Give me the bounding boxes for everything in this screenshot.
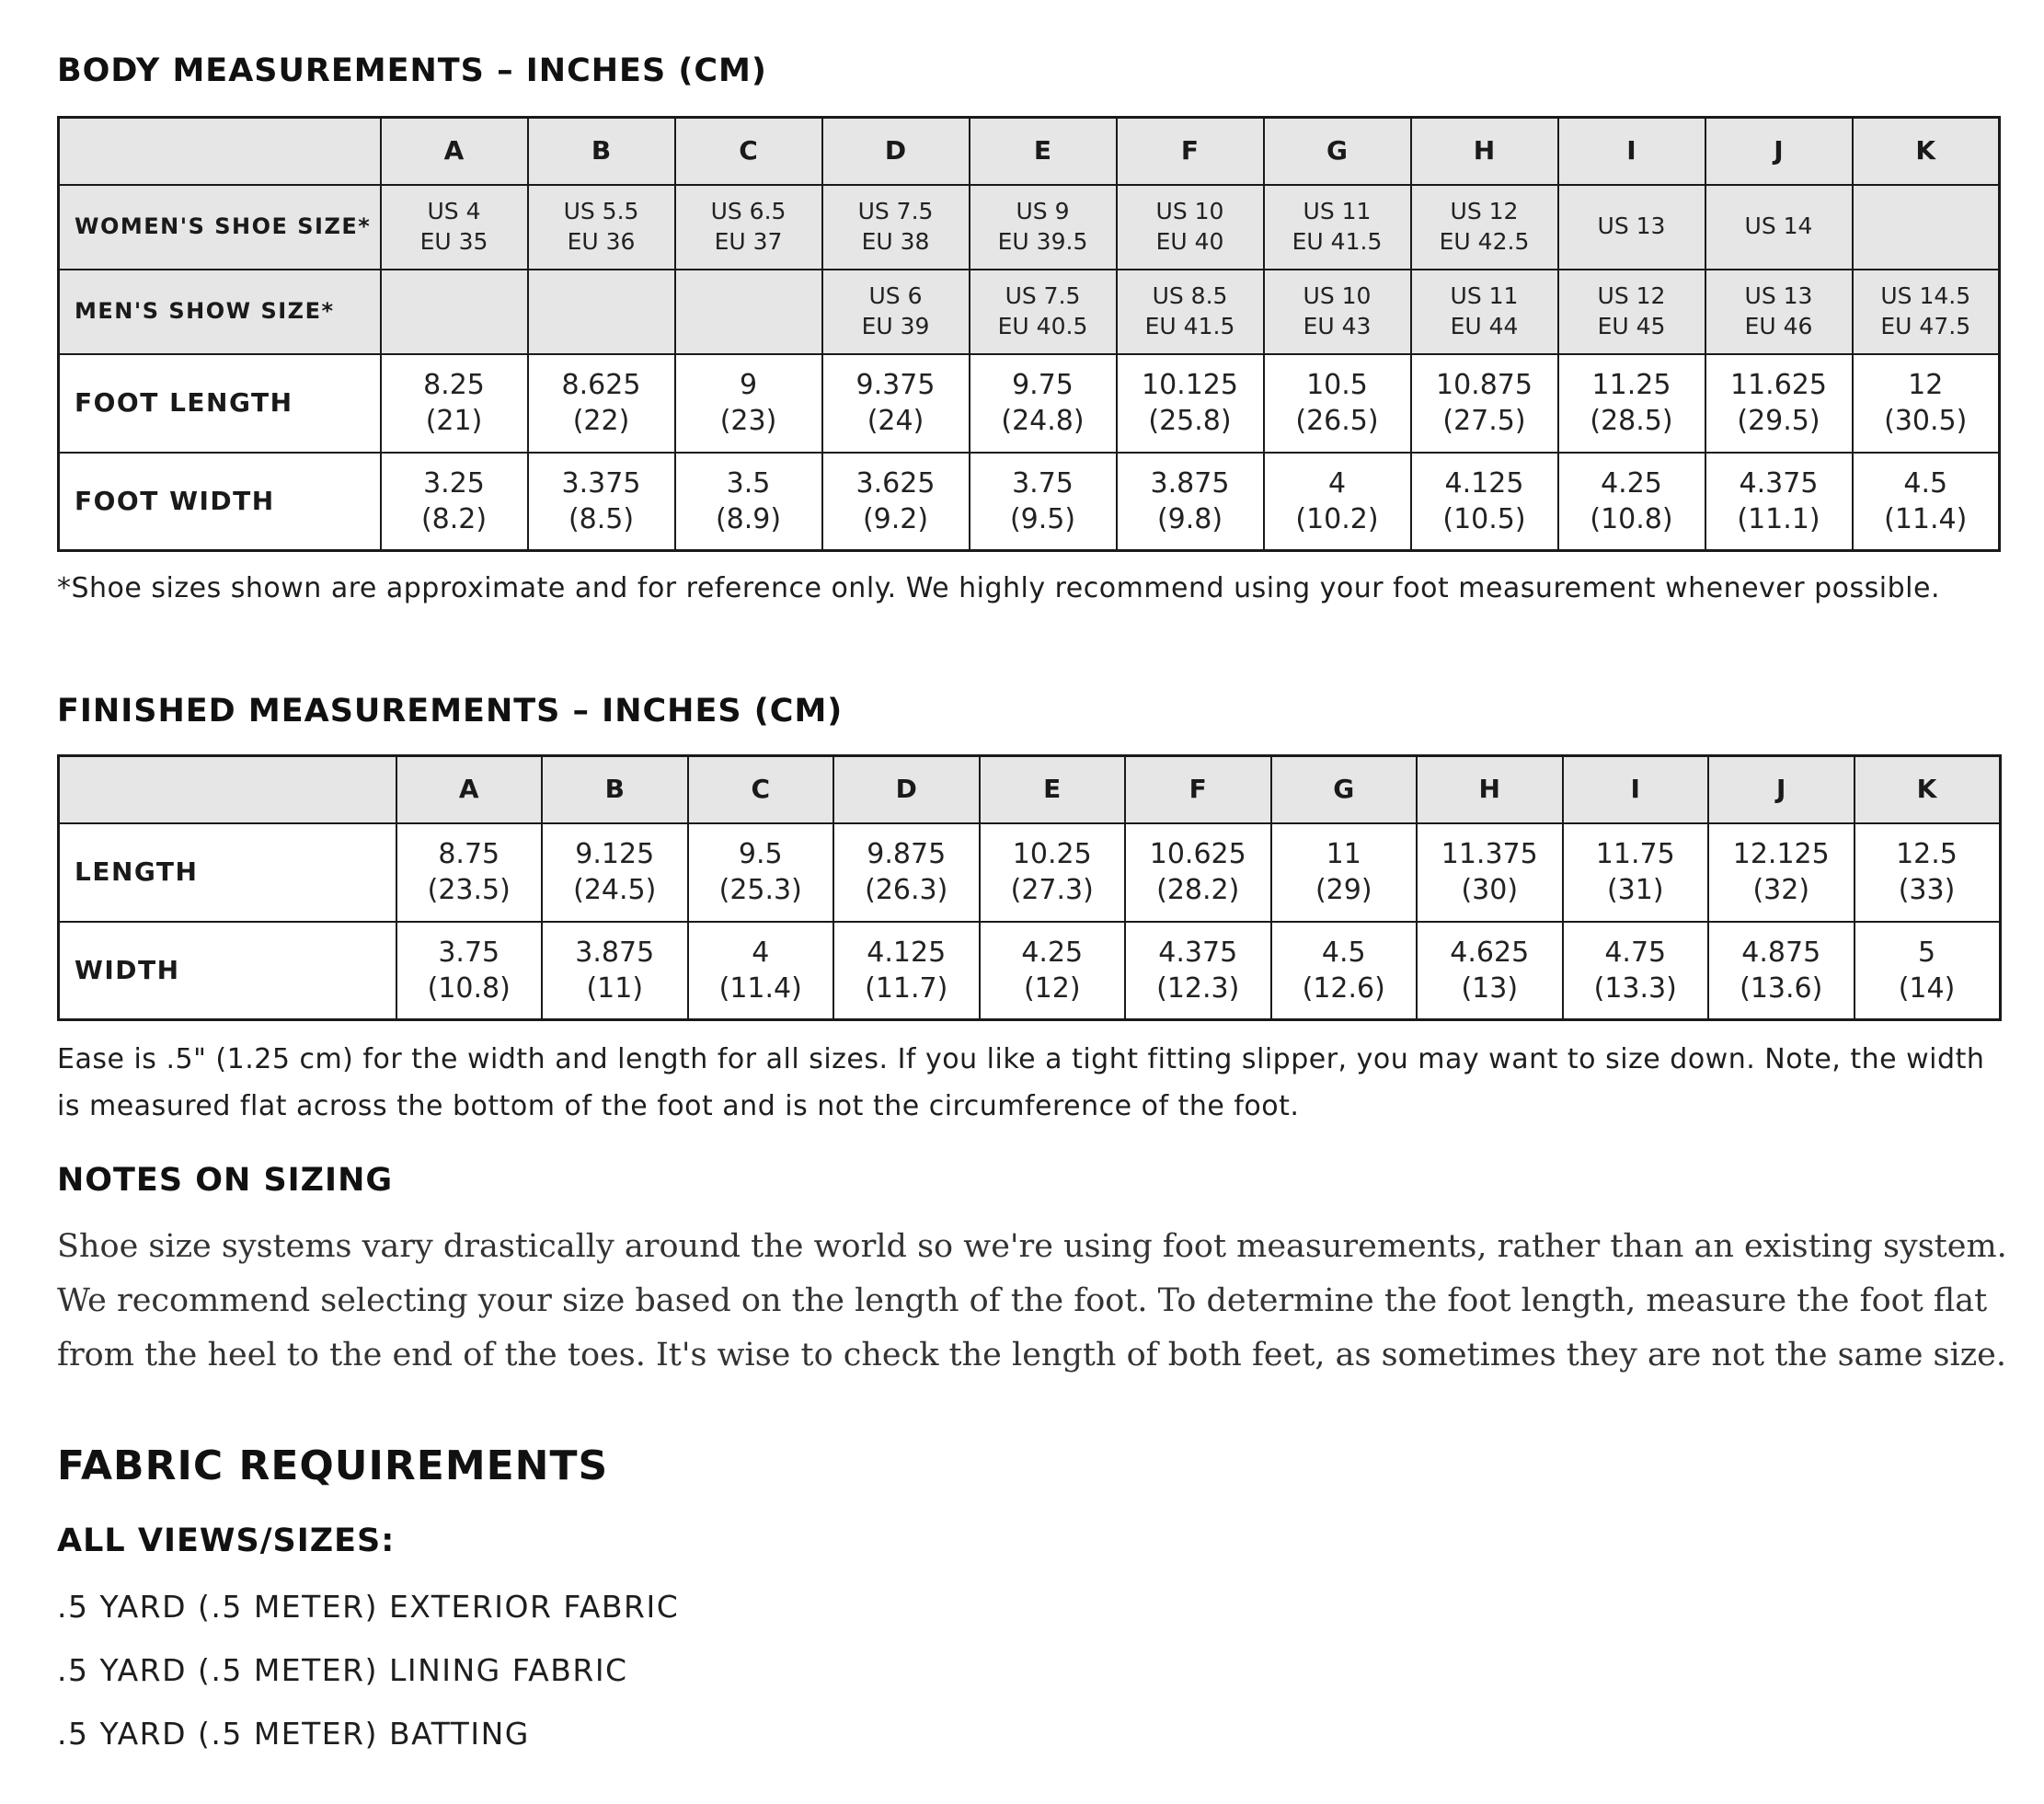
cell-value: 3.875 [575, 936, 655, 969]
cell-value: US 11 [1303, 198, 1372, 224]
cell-value: 3.75 [1012, 466, 1074, 500]
cell-value: (8.9) [715, 502, 782, 535]
table-row-width [59, 922, 2001, 1020]
table-cell [1411, 354, 1558, 453]
cell-value: US 6 [868, 282, 923, 309]
table-cell [833, 823, 980, 922]
table-cell [1705, 453, 1853, 551]
cell-value: 4.5 [1321, 936, 1366, 969]
cell-value: 4.5 [1903, 466, 1948, 500]
table-cell [675, 185, 822, 270]
table-cell [381, 185, 528, 270]
cell-value: US 10 [1155, 198, 1224, 224]
cell-value: (23) [719, 405, 777, 437]
cell-value: US 14 [1744, 213, 1813, 240]
cell-value: (12.6) [1302, 971, 1385, 1005]
cell-value: (10.8) [1590, 502, 1673, 535]
cell-value: EU 39 [861, 312, 930, 339]
size-header-j: J [1705, 118, 1853, 185]
table-cell [1705, 270, 1853, 354]
table-cell [970, 185, 1117, 270]
cell-value: US 6.5 [710, 198, 787, 224]
cell-value: (32) [1752, 874, 1810, 906]
ease-note: Ease is .5" (1.25 cm) for the width and length for all sizes. If you like a tight fitting slipper, you may want to size down. Note, the width is measured flat across the bottom of the foot and is not the circumference of the foot. [57, 1043, 1985, 1122]
cell-value: (25.8) [1148, 405, 1232, 437]
fabric-item-lining: .5 YARD (.5 METER) LINING FABRIC [57, 1652, 628, 1688]
table-cell [1117, 453, 1264, 551]
table-cell [1264, 453, 1411, 551]
cell-value: (13) [1461, 971, 1519, 1005]
cell-value: 4.375 [1739, 466, 1819, 500]
table-cell [970, 453, 1117, 551]
cell-value: 4.625 [1450, 936, 1530, 969]
table-cell [1855, 823, 2001, 922]
size-header-a: A [381, 118, 528, 185]
cell-value: EU 42.5 [1439, 227, 1530, 255]
row-label: WOMEN'S SHOE SIZE* [59, 185, 381, 270]
size-header-j: J [1708, 756, 1855, 823]
cell-value: US 13 [1744, 282, 1813, 309]
table-cell [675, 354, 822, 453]
body-measurements-title: BODY MEASUREMENTS – INCHES (CM) [57, 52, 767, 89]
table-cell [675, 270, 822, 354]
cell-value: EU 41.5 [1144, 312, 1235, 339]
cell-value: 11.75 [1595, 838, 1675, 870]
cell-value: EU 37 [714, 227, 783, 255]
size-header-e: E [980, 756, 1126, 823]
cell-value: (9.5) [1009, 502, 1076, 535]
table-cell [1853, 453, 2000, 551]
cell-value: EU 47.5 [1880, 312, 1971, 339]
cell-value: 3.875 [1150, 466, 1230, 500]
cell-value: 4.375 [1158, 936, 1238, 969]
cell-value: (25.3) [718, 874, 802, 906]
cell-value: 9.75 [1012, 369, 1074, 401]
table-cell [1125, 823, 1271, 922]
cell-value: 4.25 [1021, 936, 1084, 969]
size-header-c: C [675, 118, 822, 185]
cell-value: EU 36 [567, 227, 636, 255]
cell-value: 9 [739, 369, 758, 401]
table-cell [1563, 922, 1709, 1020]
cell-value: (24.8) [1001, 405, 1085, 437]
table-cell [1708, 922, 1855, 1020]
header-corner-cell [59, 756, 396, 823]
cell-value: EU 40 [1155, 227, 1224, 255]
table-cell [1264, 354, 1411, 453]
cell-value: 10.125 [1142, 369, 1238, 401]
table-cell [1705, 185, 1853, 270]
cell-value: (11.4) [718, 971, 802, 1005]
table-cell [822, 354, 970, 453]
table-cell [1558, 354, 1705, 453]
table-cell [980, 823, 1126, 922]
cell-value: US 14.5 [1880, 282, 1971, 309]
cell-value: (11.4) [1884, 502, 1968, 535]
table-cell [1125, 922, 1271, 1020]
cell-value: 9.5 [738, 838, 783, 870]
table-cell [1117, 185, 1264, 270]
fabric-item-batting: .5 YARD (.5 METER) BATTING [57, 1716, 530, 1752]
cell-value: (21) [425, 405, 483, 437]
table-cell [1853, 354, 2000, 453]
notes-on-sizing-text: Shoe size systems vary drastically around the world so we're using foot measurements, rather than an existing system. We recommend selecting your size based on the length of the foot. To determine the foot length, measure the foot flat from the heel to the end of the toes. It's wise to check the length of both feet, as sometimes they are not the same size. [57, 1228, 2007, 1373]
cell-value: (11.7) [865, 971, 948, 1005]
table-row-length [59, 823, 2001, 922]
cell-value: 5 [1917, 936, 1936, 969]
table-cell [970, 270, 1117, 354]
size-header-h: H [1411, 118, 1558, 185]
cell-value: (12.3) [1156, 971, 1240, 1005]
notes-on-sizing-title: NOTES ON SIZING [57, 1162, 394, 1199]
table-cell [1271, 922, 1418, 1020]
cell-value: (27.3) [1010, 874, 1094, 906]
cell-value: (28.2) [1156, 874, 1240, 906]
table-cell [1117, 270, 1264, 354]
cell-value: 9.875 [867, 838, 947, 870]
cell-value: 3.25 [423, 466, 485, 500]
cell-value: 8.75 [438, 838, 500, 870]
cell-value: 3.75 [438, 936, 500, 969]
table-cell [822, 185, 970, 270]
cell-value: 4 [752, 936, 770, 969]
table-cell [1264, 270, 1411, 354]
shoe-size-footnote: *Shoe sizes shown are approximate and for reference only. We highly recommend using your foot measurement whenever possible. [57, 572, 1940, 604]
cell-value: (13.3) [1593, 971, 1677, 1005]
cell-value: (30) [1461, 874, 1519, 906]
size-header-k: K [1853, 118, 2000, 185]
table-cell [1853, 185, 2000, 270]
table-cell [528, 354, 675, 453]
cell-value: 4 [1327, 466, 1347, 500]
size-header-e: E [970, 118, 1117, 185]
table-cell [1563, 823, 1709, 922]
size-header-i: I [1558, 118, 1705, 185]
cell-value: 11.625 [1730, 369, 1827, 401]
table-cell [1705, 354, 1853, 453]
cell-value: (33) [1898, 874, 1956, 906]
cell-value: EU 35 [419, 227, 488, 255]
cell-value: 4.125 [1444, 466, 1524, 500]
fabric-requirements-title: FABRIC REQUIREMENTS [57, 1442, 609, 1489]
table-cell [1417, 922, 1563, 1020]
cell-value: (10.5) [1442, 502, 1526, 535]
cell-value: 12.125 [1732, 838, 1830, 870]
cell-value: US 7.5 [857, 198, 934, 224]
row-label: WIDTH [59, 922, 396, 1020]
cell-value: 11 [1326, 838, 1361, 870]
table-cell [688, 823, 834, 922]
cell-value: 8.625 [561, 369, 641, 401]
cell-value: 10.625 [1149, 838, 1246, 870]
cell-value: (8.5) [568, 502, 635, 535]
body-measurements-table [57, 116, 2001, 552]
table-cell [381, 354, 528, 453]
table-cell [542, 922, 688, 1020]
cell-value: (13.6) [1740, 971, 1823, 1005]
cell-value: US 9 [1016, 198, 1070, 224]
size-header-f: F [1125, 756, 1271, 823]
cell-value: US 12 [1597, 282, 1666, 309]
cell-value: EU 45 [1597, 312, 1666, 339]
cell-value: 4.75 [1604, 936, 1667, 969]
size-header-c: C [688, 756, 834, 823]
table-cell [1853, 270, 2000, 354]
table-cell [1271, 823, 1418, 922]
cell-value: 9.375 [855, 369, 936, 401]
cell-value: US 13 [1597, 213, 1666, 240]
cell-value: (28.5) [1590, 405, 1673, 437]
table-row-men-s-show-size [59, 270, 2000, 354]
cell-value: 10.25 [1012, 838, 1092, 870]
cell-value: (22) [572, 405, 630, 437]
table-row-women-s-shoe-size [59, 185, 2000, 270]
cell-value: (8.2) [420, 502, 488, 535]
cell-value: (12) [1023, 971, 1081, 1005]
table-cell [970, 354, 1117, 453]
table-cell [1558, 270, 1705, 354]
cell-value: US 5.5 [563, 198, 639, 224]
cell-value: EU 46 [1744, 312, 1813, 339]
cell-value: 10.875 [1436, 369, 1533, 401]
table-cell [1558, 453, 1705, 551]
cell-value: 12.5 [1896, 838, 1958, 870]
cell-value: US 12 [1450, 198, 1519, 224]
cell-value: 12 [1908, 369, 1944, 401]
size-header-h: H [1417, 756, 1563, 823]
cell-value: US 11 [1450, 282, 1519, 309]
cell-value: 10.5 [1306, 369, 1368, 401]
table-cell [528, 453, 675, 551]
cell-value: (24) [867, 405, 924, 437]
size-header-f: F [1117, 118, 1264, 185]
table-cell [528, 185, 675, 270]
cell-value: US 4 [427, 198, 481, 224]
table-row-foot-length [59, 354, 2000, 453]
cell-value: 11.375 [1441, 838, 1538, 870]
cell-value: 4.25 [1601, 466, 1662, 500]
table-cell [396, 922, 543, 1020]
table-cell [542, 823, 688, 922]
cell-value: 3.375 [561, 466, 641, 500]
cell-value: 3.5 [726, 466, 771, 500]
row-label: LENGTH [59, 823, 396, 922]
cell-value: 8.25 [423, 369, 485, 401]
table-cell [1411, 185, 1558, 270]
table-cell [528, 270, 675, 354]
cell-value: EU 39.5 [997, 227, 1088, 255]
table-cell [822, 270, 970, 354]
cell-value: (9.8) [1156, 502, 1223, 535]
row-label: MEN'S SHOW SIZE* [59, 270, 381, 354]
cell-value: US 8.5 [1152, 282, 1228, 309]
cell-value: (26.3) [865, 874, 948, 906]
table-row-foot-width [59, 453, 2000, 551]
table-cell [1264, 185, 1411, 270]
table-cell [1411, 453, 1558, 551]
size-header-d: D [822, 118, 970, 185]
cell-value: (24.5) [573, 874, 657, 906]
table-cell [1708, 823, 1855, 922]
table-cell [980, 922, 1126, 1020]
row-label: FOOT WIDTH [59, 453, 381, 551]
cell-value: (27.5) [1442, 405, 1526, 437]
cell-value: EU 43 [1303, 312, 1372, 339]
cell-value: EU 41.5 [1292, 227, 1383, 255]
fabric-subtitle: ALL VIEWS/SIZES: [57, 1522, 396, 1559]
cell-value: US 10 [1303, 282, 1372, 309]
cell-value: 11.25 [1591, 369, 1671, 401]
cell-value: (23.5) [427, 874, 511, 906]
table-cell [1855, 922, 2001, 1020]
size-header-b: B [528, 118, 675, 185]
cell-value: (11) [586, 971, 644, 1005]
cell-value: (11.1) [1737, 502, 1820, 535]
cell-value: (31) [1606, 874, 1664, 906]
cell-value: 3.625 [855, 466, 936, 500]
cell-value: (10.2) [1295, 502, 1379, 535]
cell-value: (10.8) [427, 971, 511, 1005]
cell-value: 9.125 [575, 838, 655, 870]
table-cell [396, 823, 543, 922]
cell-value: (29) [1315, 874, 1372, 906]
table-cell [833, 922, 980, 1020]
cell-value: (9.2) [862, 502, 929, 535]
size-header-g: G [1271, 756, 1418, 823]
cell-value: (26.5) [1295, 405, 1379, 437]
finished-measurements-table [57, 754, 2002, 1021]
cell-value: (14) [1898, 971, 1956, 1005]
cell-value: 4.875 [1741, 936, 1821, 969]
size-header-i: I [1563, 756, 1709, 823]
table-cell [675, 453, 822, 551]
finished-measurements-title: FINISHED MEASUREMENTS – INCHES (CM) [57, 693, 844, 730]
table-cell [1117, 354, 1264, 453]
table-cell [381, 270, 528, 354]
size-header-g: G [1264, 118, 1411, 185]
size-header-b: B [542, 756, 688, 823]
cell-value: EU 38 [861, 227, 930, 255]
cell-value: 4.125 [867, 936, 947, 969]
table-cell [1417, 823, 1563, 922]
table-cell [381, 453, 528, 551]
size-header-k: K [1855, 756, 2001, 823]
cell-value: (30.5) [1884, 405, 1968, 437]
fabric-item-exterior: .5 YARD (.5 METER) EXTERIOR FABRIC [57, 1589, 680, 1625]
row-label: FOOT LENGTH [59, 354, 381, 453]
size-header-a: A [396, 756, 543, 823]
header-corner-cell [59, 118, 381, 185]
table-cell [1411, 270, 1558, 354]
cell-value: US 7.5 [1005, 282, 1081, 309]
size-header-d: D [833, 756, 980, 823]
table-cell [1558, 185, 1705, 270]
cell-value: EU 44 [1450, 312, 1519, 339]
size-header-row [59, 118, 2000, 185]
cell-value: EU 40.5 [997, 312, 1088, 339]
table-cell [822, 453, 970, 551]
size-header-row [59, 756, 2001, 823]
cell-value: (29.5) [1737, 405, 1820, 437]
table-cell [688, 922, 834, 1020]
